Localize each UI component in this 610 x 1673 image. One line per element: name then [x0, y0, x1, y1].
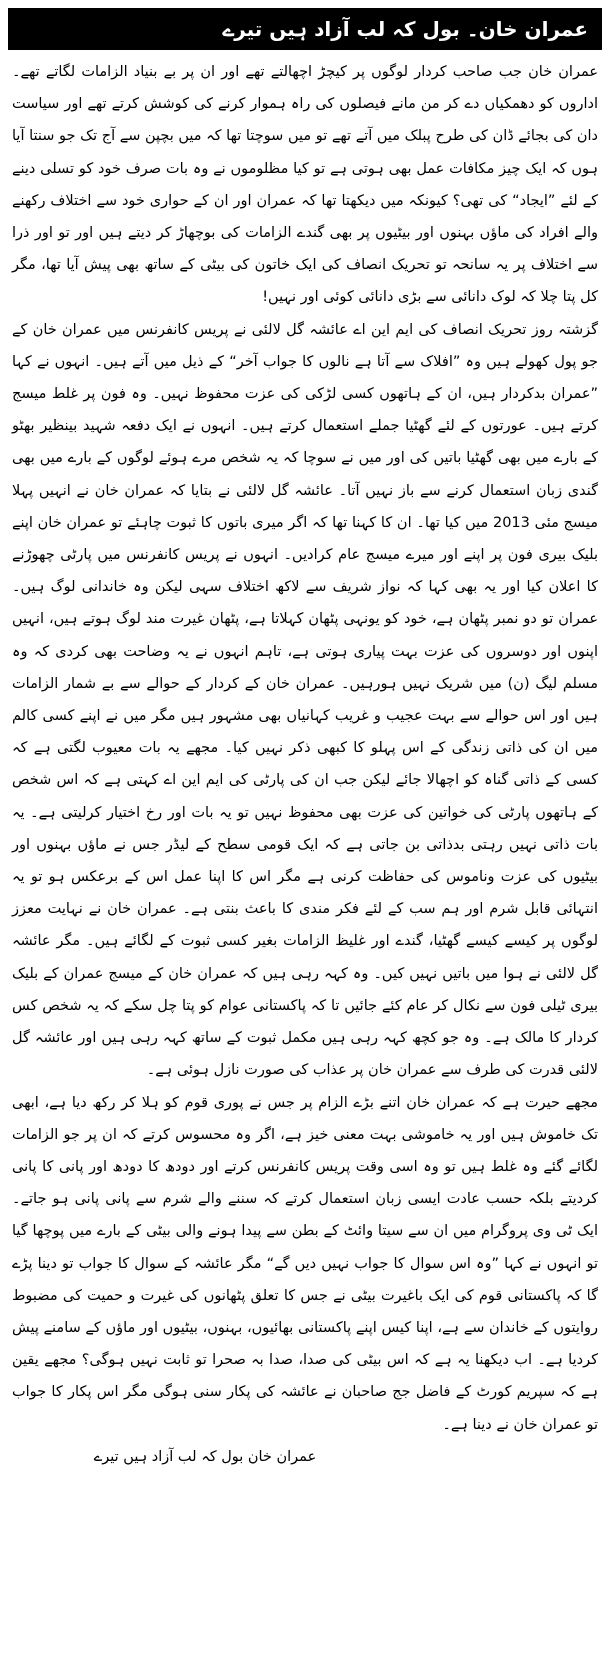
article — [8, 8, 602, 1665]
paragraph-1: عمران خان جب صاحب کردار لوگوں پر کیچڑ اچھالتے تھے اور ان پر بے بنیاد الزامات لگاتے تھے۔ اداروں کو دھمکیاں دے کر من مانے فیصلوں کی راہ ہموار کرنے کی کوشش کرتے تھے اور سیاست دان کی بجائے ڈان کی طرح پبلک میں آتے تھے تو میں سوچتا تھا کہ میں بچپن سے آج تک جو سنتا آیا ہوں کہ ایک چیز مکافات عمل بھی ہوتی ہے تو کیا مظلوموں نے وہ بات صرف خود کو تسلی دینے کے لئے ”ایجاد“ کی تھی؟ کیونکہ میں دیکھتا تھا کہ عمران اور ان کے حواری خود سے اختلاف رکھنے والے افراد کی ماؤں بہنوں اور بیٹیوں پر بھی گندے الزامات کی بوچھاڑ کر دیتے ہیں اور تو اور ذرا سے اختلاف پر یہ سانحہ تو تحریک انصاف کی ایک خاتون کی بیٹی کے ساتھ بھی پیش آیا تھا، مگر کل پتا چلا کہ لوک دانائی سے بڑی دانائی کوئی اور نہیں! — [12, 64, 598, 306]
closing-line: عمران خان بول کہ لب آزاد ہیں تیرے — [93, 1448, 317, 1465]
paragraph-2: گزشتہ روز تحریک انصاف کی ایم این اے عائشہ گل لالئی نے پریس کانفرنس میں عمران خان کے جو پول کھولے ہیں وہ ”افلاک سے آتا ہے نالوں کا جواب آخر“ کے ذیل میں آتے ہیں۔ انہوں نے کہا ”عمران بدکردار ہیں، ان کے ہاتھوں کسی لڑکی کی عزت محفوظ نہیں۔ وہ فون پر غلط میسج کرتے ہیں۔ عورتوں کے لئے گھٹیا جملے استعمال کرتے ہیں۔ انہوں نے ایک دفعہ شہید بینظیر بھٹو کے بارے میں بھی گھٹیا باتیں کی اور میں نے سوچا کہ یہ شخص مرے ہوئے لوگوں کے بارے میں بھی گندی زبان استعمال کرنے سے باز نہیں آتا۔ عائشہ گل لالئی نے بتایا کہ عمران خان نے انہیں پہلا میسج مئی 2013 میں کیا تھا۔ ان کا کہنا تھا کہ اگر میری باتوں کا ثبوت چاہئے تو عمران خان اپنے بلیک بیری فون پر اپنے اور میرے میسج عام کرادیں۔ انہوں نے پریس کانفرنس میں پارٹی چھوڑنے کا اعلان کیا اور یہ بھی کہا کہ نواز شریف سے لاکھ اختلاف سہی لیکن وہ خاندانی لوگ ہیں۔ عمران تو دو نمبر پٹھان ہے، خود کو یونہی پٹھان کہلاتا ہے، پٹھان غیرت مند لوگ ہوتے ہیں، انہیں اپنوں اور دوسروں کی عزت بہت پیاری ہوتی ہے، تاہم انہوں نے یہ وضاحت بھی کردی کہ وہ مسلم لیگ (ن) میں شریک نہیں ہورہیں۔ عمران خان کے کردار کے حوالے سے بے شمار الزامات ہیں اور اس حوالے سے بہت عجیب و غریب کہانیاں بھی مشہور ہیں مگر میں نے اپنے کسی کالم میں ان کی ذاتی زندگی کے اس پہلو کا کبھی ذکر نہیں کیا۔ مجھے یہ بات معیوب لگتی ہے کہ کسی کے ذاتی گناہ کو اچھالا جائے لیکن جب ان کی پارٹی کی ایم این اے کہتی ہے کہ اس شخص کے ہاتھوں پارٹی کی خواتین کی عزت بھی محفوظ نہیں تو یہ بات اور رخ اختیار کرلیتی ہے۔ یہ بات ذاتی نہیں رہتی بدذاتی بن جاتی ہے کہ ایک قومی سطح کے لیڈر جس نے ماؤں بہنوں اور بیٹیوں کی عزت وناموس کی حفاظت کرنی ہے مگر اس کا اپنا عمل اس کے برعکس ہو تو یہ انتہائی قابل شرم اور ہم سب کے لئے فکر مندی کا باعث بنتی ہے۔ عمران خان نے نہایت معزز لوگوں پر کیسے کیسے گھٹیا، گندے اور غلیظ الزامات بغیر کسی ثبوت کے لگائے ہیں۔ مگر عائشہ گل لالئی نے ہوا میں باتیں نہیں کیں۔ وہ کہہ رہی ہیں کہ عمران خان کے میسج عمران کے بلیک بیری ٹیلی فون سے نکال کر عام کئے جائیں تا کہ پاکستانی عوام کو پتا چل سکے کہ یہ شخص کس کردار کا مالک ہے۔ وہ جو کچھ کہہ رہی ہیں مکمل ثبوت کے ساتھ کہہ رہی ہیں اور عائشہ گل لالئی قدرت کی طرف سے عمران خان پر عذاب کی صورت نازل ہوئی ہے۔ — [12, 321, 598, 1079]
article-body — [8, 50, 602, 1441]
article-title: عمران خان۔ بول کہ لب آزاد ہیں تیرے — [8, 8, 602, 50]
paragraph-3: مجھے حیرت ہے کہ عمران خان اتنے بڑے الزام پر جس نے پوری قوم کو ہلا کر رکھ دیا ہے، ابھی تک خاموش ہیں اور یہ خاموشی بہت معنی خیز ہے، اگر وہ محسوس کرتے کہ ان پر جو الزامات لگائے گئے وہ غلط ہیں تو وہ اسی وقت پریس کانفرنس کرتے اور دودھ کا دودھ اور پانی کا پانی کردیتے بلکہ حسب عادت ایسی زبان استعمال کرتے کہ سننے والے شرم سے پانی پانی ہو جاتے۔ ایک ٹی وی پروگرام میں ان سے سیتا وائٹ کے بطن سے پیدا ہونے والی بیٹی کے بارے میں پوچھا گیا تو انہوں نے کہا ”وہ اس سوال کا جواب نہیں دیں گے“ مگر عائشہ کے سوال کا جواب تو دینا پڑے گا کہ پاکستانی قوم کی ایک باغیرت بیٹی نے جس کا تعلق پٹھانوں کی غیرت و حمیت کی مضبوط روایتوں کے خاندان سے ہے، اپنا کیس اپنے پاکستانی بھائیوں، بہنوں، بیٹیوں اور ماؤں کے سامنے پیش کردیا ہے۔ اب دیکھنا یہ ہے کہ اس بیٹی کی صدا، صدا بہ صحرا تو ثابت نہیں ہوگی؟ مجھے یقین ہے کہ سپریم کورٹ کے فاضل جج صاحبان نے عائشہ کی پکار سنی ہوگی مگر اس پکار کا جواب تو عمران خان نے دینا ہے۔ — [12, 1094, 598, 1433]
